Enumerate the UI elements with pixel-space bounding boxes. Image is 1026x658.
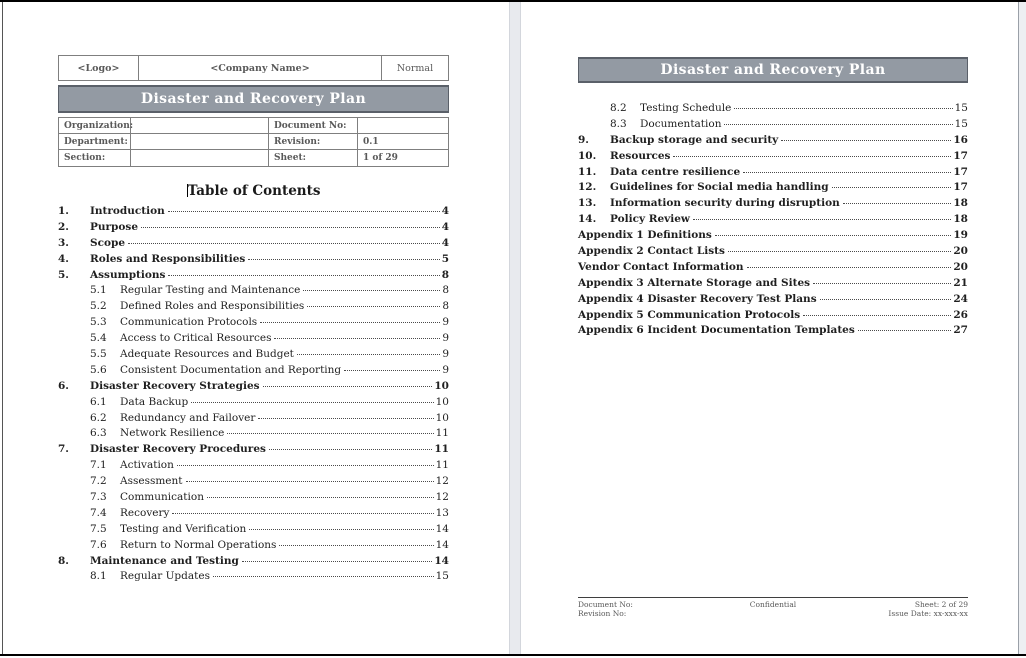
document-title: Disaster and Recovery Plan xyxy=(140,91,367,107)
toc-entry-number: 7.6 xyxy=(90,538,107,551)
document-header-table xyxy=(58,55,449,81)
toc-entry-number: 4. xyxy=(58,252,69,265)
toc-entry[interactable] xyxy=(578,245,968,261)
toc-entry-number: 8.2 xyxy=(610,102,627,114)
toc-entry-label: Documentation xyxy=(640,117,722,130)
toc-entry-page: 12 xyxy=(435,491,449,504)
toc-entry-number: 5.6 xyxy=(90,363,107,376)
toc-entry-page: 24 xyxy=(953,292,968,305)
toc-entry[interactable] xyxy=(578,166,968,182)
toc-entry-page: 17 xyxy=(953,149,968,162)
toc-entry-number: 8. xyxy=(58,554,69,567)
toc-entry-label: Access to Critical Resources xyxy=(120,332,272,345)
toc-entry-page: 16 xyxy=(953,133,968,146)
toc-entry-label: Data centre resilience xyxy=(610,165,741,178)
toc-entry-page: 10 xyxy=(435,395,449,408)
toc-entry[interactable] xyxy=(58,316,449,332)
toc-entry-page: 15 xyxy=(435,570,449,583)
toc-entry-page: 17 xyxy=(953,181,968,194)
toc-entry-label: Appendix 4 Disaster Recovery Test Plans xyxy=(578,292,817,305)
toc-entry-number: 7. xyxy=(58,443,69,456)
toc-entry-number: 7.1 xyxy=(90,459,107,472)
toc-entry-label: Communication Protocols xyxy=(120,316,258,329)
info-label: Sheet: xyxy=(269,150,358,166)
toc-entry-label: Adequate Resources and Budget xyxy=(120,348,294,361)
toc-entry[interactable] xyxy=(578,277,968,293)
toc-entry-number: 5.5 xyxy=(90,348,107,361)
toc-entry-page: 8 xyxy=(442,300,449,313)
toc-entry[interactable] xyxy=(58,539,449,555)
toc-entry-page: 9 xyxy=(442,363,449,376)
toc-entry[interactable] xyxy=(58,523,449,539)
toc-entry-label: Data Backup xyxy=(120,395,189,408)
toc-entry[interactable] xyxy=(58,475,449,491)
page2-footer xyxy=(578,597,968,618)
toc-entry[interactable] xyxy=(58,205,449,221)
toc-entry-label: Vendor Contact Information xyxy=(578,260,744,273)
toc-entry[interactable] xyxy=(578,134,968,150)
toc-entry-label: Defined Roles and Responsibilities xyxy=(120,300,305,313)
toc-entry-page: 14 xyxy=(435,522,449,535)
toc-entry-page: 14 xyxy=(435,538,449,551)
document-title-banner xyxy=(58,85,449,113)
toc-entry-number: 6.3 xyxy=(90,427,107,440)
toc-entry-number: 8.1 xyxy=(90,570,107,583)
toc-entry-page: 10 xyxy=(435,411,449,424)
toc-entry-label: Information security during disruption xyxy=(610,197,840,210)
toc-entry-label: Scope xyxy=(90,236,126,249)
toc-entry-label: Guidelines for Social media handling xyxy=(610,181,829,194)
toc-entry[interactable] xyxy=(58,269,449,285)
page2-document-title: Disaster and Recovery Plan xyxy=(660,62,886,78)
toc-entry-number: 5.4 xyxy=(90,332,107,345)
toc-entry[interactable] xyxy=(58,459,449,475)
toc-entry-label: Consistent Documentation and Reporting xyxy=(120,363,342,376)
toc-entry[interactable] xyxy=(58,221,449,237)
toc-entry[interactable] xyxy=(58,412,449,428)
info-value[interactable]: 1 of 29 xyxy=(363,153,398,163)
page2-title-banner xyxy=(578,57,968,83)
toc-entry-number: 7.3 xyxy=(90,491,107,504)
toc-entry-number: 13. xyxy=(578,197,597,210)
toc-entry-number: 3. xyxy=(58,236,69,249)
toc-entry-label: Appendix 3 Alternate Storage and Sites xyxy=(578,276,811,289)
toc-entry[interactable] xyxy=(58,443,449,459)
toc-entry[interactable] xyxy=(578,118,968,134)
toc-entry[interactable] xyxy=(58,427,449,443)
toc-entry-page: 21 xyxy=(953,276,968,289)
info-value[interactable] xyxy=(358,118,448,134)
toc-entry-label: Introduction xyxy=(90,205,165,217)
toc-entry[interactable] xyxy=(58,380,449,396)
toc-entry-label: Regular Testing and Maintenance xyxy=(120,284,301,297)
toc-entry-label: Activation xyxy=(120,459,174,472)
document-info-table xyxy=(58,117,449,167)
footer-confidential: Confidential xyxy=(749,600,797,609)
toc-entry-number: 5.1 xyxy=(90,284,107,297)
toc-entry-page: 5 xyxy=(441,252,449,265)
toc-entry-number: 7.4 xyxy=(90,506,107,519)
toc-entry-page: 10 xyxy=(434,379,449,392)
toc-entry-label: Appendix 2 Contact Lists xyxy=(578,245,725,258)
footer-issue-date: Issue Date: xx-xxx-xx xyxy=(888,609,968,618)
toc-entry[interactable] xyxy=(58,284,449,300)
toc-entry[interactable] xyxy=(58,570,449,586)
toc-entry-label: Recovery xyxy=(120,506,170,519)
toc-entry[interactable] xyxy=(578,229,968,245)
toc-entry[interactable] xyxy=(58,396,449,412)
toc-entry-number: 7.2 xyxy=(90,475,107,488)
toc-entry[interactable] xyxy=(58,507,449,523)
toc-entry-page: 27 xyxy=(953,324,968,337)
toc-entry-label: Communication xyxy=(120,491,204,504)
toc-entry-number: 10. xyxy=(578,149,597,162)
toc-entry-page: 4 xyxy=(441,205,449,217)
toc-entry-page: 20 xyxy=(953,260,968,273)
window-border-left xyxy=(2,2,3,654)
toc-entry[interactable] xyxy=(58,332,449,348)
toc-entry-page: 8 xyxy=(441,268,449,281)
toc-entry-number: 7.5 xyxy=(90,522,107,535)
info-value[interactable]: 0.1 xyxy=(358,134,448,150)
toc-entry-label: Backup storage and security xyxy=(610,133,779,146)
toc-entry-page: 4 xyxy=(441,236,449,249)
toc-entry-number: 6.1 xyxy=(90,395,107,408)
toc-entry-page: 18 xyxy=(953,213,968,226)
toc-entry-label: Testing and Verification xyxy=(120,522,247,535)
window-border-bottom xyxy=(0,654,1026,656)
toc-entry-label: Assumptions xyxy=(90,268,166,281)
toc-entry-number: 5. xyxy=(58,268,69,281)
toc-entry-label: Appendix 6 Incident Documentation Templates xyxy=(578,324,855,337)
toc-entry-label: Disaster Recovery Strategies xyxy=(90,379,260,392)
toc-entry[interactable] xyxy=(578,102,968,118)
toc-entry-number: 8.3 xyxy=(610,117,627,130)
toc-entry-label: Network Resilience xyxy=(120,427,225,440)
toc-entry-label: Appendix 5 Communication Protocols xyxy=(578,308,801,321)
toc-entry-number: 11. xyxy=(578,165,597,178)
toc-entry-label: Purpose xyxy=(90,220,138,233)
info-label: Section: xyxy=(59,150,131,166)
toc-entry-page: 19 xyxy=(953,229,968,242)
page-gap xyxy=(509,2,521,654)
footer-sheet: Sheet: 2 of 29 xyxy=(914,600,968,609)
info-value[interactable] xyxy=(131,134,269,150)
toc-entry-page: 12 xyxy=(435,475,449,488)
info-label: Department: xyxy=(59,134,131,150)
info-value[interactable] xyxy=(131,118,269,134)
toc-entry-page: 9 xyxy=(442,348,449,361)
toc-entry-number: 6.2 xyxy=(90,411,107,424)
toc-entry[interactable] xyxy=(578,213,968,229)
toc-entry[interactable] xyxy=(578,197,968,213)
toc-entry[interactable] xyxy=(578,261,968,277)
toc-entry[interactable] xyxy=(58,237,449,253)
toc-entry-number: 1. xyxy=(58,205,69,217)
toc-entry-page: 9 xyxy=(442,316,449,329)
toc-heading-text: Table of Contents xyxy=(187,183,321,199)
info-label: Organization: xyxy=(59,118,131,134)
toc-entry-label: Disaster Recovery Procedures xyxy=(90,443,266,456)
toc-entry[interactable] xyxy=(578,309,968,325)
toc-entry-page: 13 xyxy=(435,506,449,519)
toc-list-page1 xyxy=(58,205,449,586)
toc-entry-number: 14. xyxy=(578,213,597,226)
toc-entry-page: 26 xyxy=(953,308,968,321)
toc-entry-page: 11 xyxy=(435,459,449,472)
toc-entry[interactable] xyxy=(58,253,449,269)
toc-entry-label: Redundancy and Failover xyxy=(120,411,256,424)
toc-entry-number: 5.3 xyxy=(90,316,107,329)
toc-entry-label: Testing Schedule xyxy=(640,102,732,114)
toc-entry-page: 15 xyxy=(954,102,968,114)
toc-entry-number: 5.2 xyxy=(90,300,107,313)
toc-entry-page: 20 xyxy=(953,245,968,258)
toc-entry-page: 11 xyxy=(435,427,449,440)
toc-entry[interactable] xyxy=(58,348,449,364)
toc-entry-page: 14 xyxy=(434,554,449,567)
toc-entry-page: 8 xyxy=(442,284,449,297)
toc-entry-number: 2. xyxy=(58,220,69,233)
logo-placeholder-cell[interactable]: <Logo> xyxy=(59,56,139,80)
toc-entry-page: 18 xyxy=(953,197,968,210)
toc-entry-label: Appendix 1 Definitions xyxy=(578,229,712,242)
toc-entry-label: Regular Updates xyxy=(120,570,210,583)
company-name-cell[interactable]: <Company Name> xyxy=(139,56,382,80)
toc-entry[interactable] xyxy=(578,181,968,197)
toc-entry-page: 15 xyxy=(954,117,968,130)
footer-revision-no: Revision No: xyxy=(578,609,627,618)
toc-entry-number: 6. xyxy=(58,379,69,392)
toc-entry[interactable] xyxy=(578,293,968,309)
toc-entry-label: Maintenance and Testing xyxy=(90,554,239,567)
toc-entry-number: 12. xyxy=(578,181,597,194)
toc-entry-page: 4 xyxy=(441,220,449,233)
toc-entry[interactable] xyxy=(58,491,449,507)
toc-entry[interactable] xyxy=(58,555,449,571)
toc-entry-page: 17 xyxy=(953,165,968,178)
toc-entry-label: Assessment xyxy=(120,475,183,488)
toc-entry-label: Policy Review xyxy=(610,213,690,226)
toc-entry[interactable] xyxy=(578,150,968,166)
toc-entry-label: Resources xyxy=(610,149,671,162)
toc-entry-label: Roles and Responsibilities xyxy=(90,252,246,265)
scroll-strip[interactable] xyxy=(1019,2,1026,654)
toc-entry[interactable] xyxy=(58,300,449,316)
info-label: Revision: xyxy=(269,134,358,150)
info-label: Document No: xyxy=(269,118,358,134)
toc-entry-label: Return to Normal Operations xyxy=(120,538,277,551)
toc-entry-number: 9. xyxy=(578,133,589,146)
footer-document-no: Document No: xyxy=(578,600,633,609)
toc-entry-page: 11 xyxy=(434,443,449,456)
toc-entry-page: 9 xyxy=(442,332,449,345)
toc-entry[interactable] xyxy=(578,324,968,340)
toc-list-page2 xyxy=(578,102,968,340)
info-value[interactable] xyxy=(131,150,269,166)
document-style-cell[interactable]: Normal xyxy=(396,62,434,74)
toc-entry[interactable] xyxy=(58,364,449,380)
toc-heading[interactable] xyxy=(58,183,449,199)
